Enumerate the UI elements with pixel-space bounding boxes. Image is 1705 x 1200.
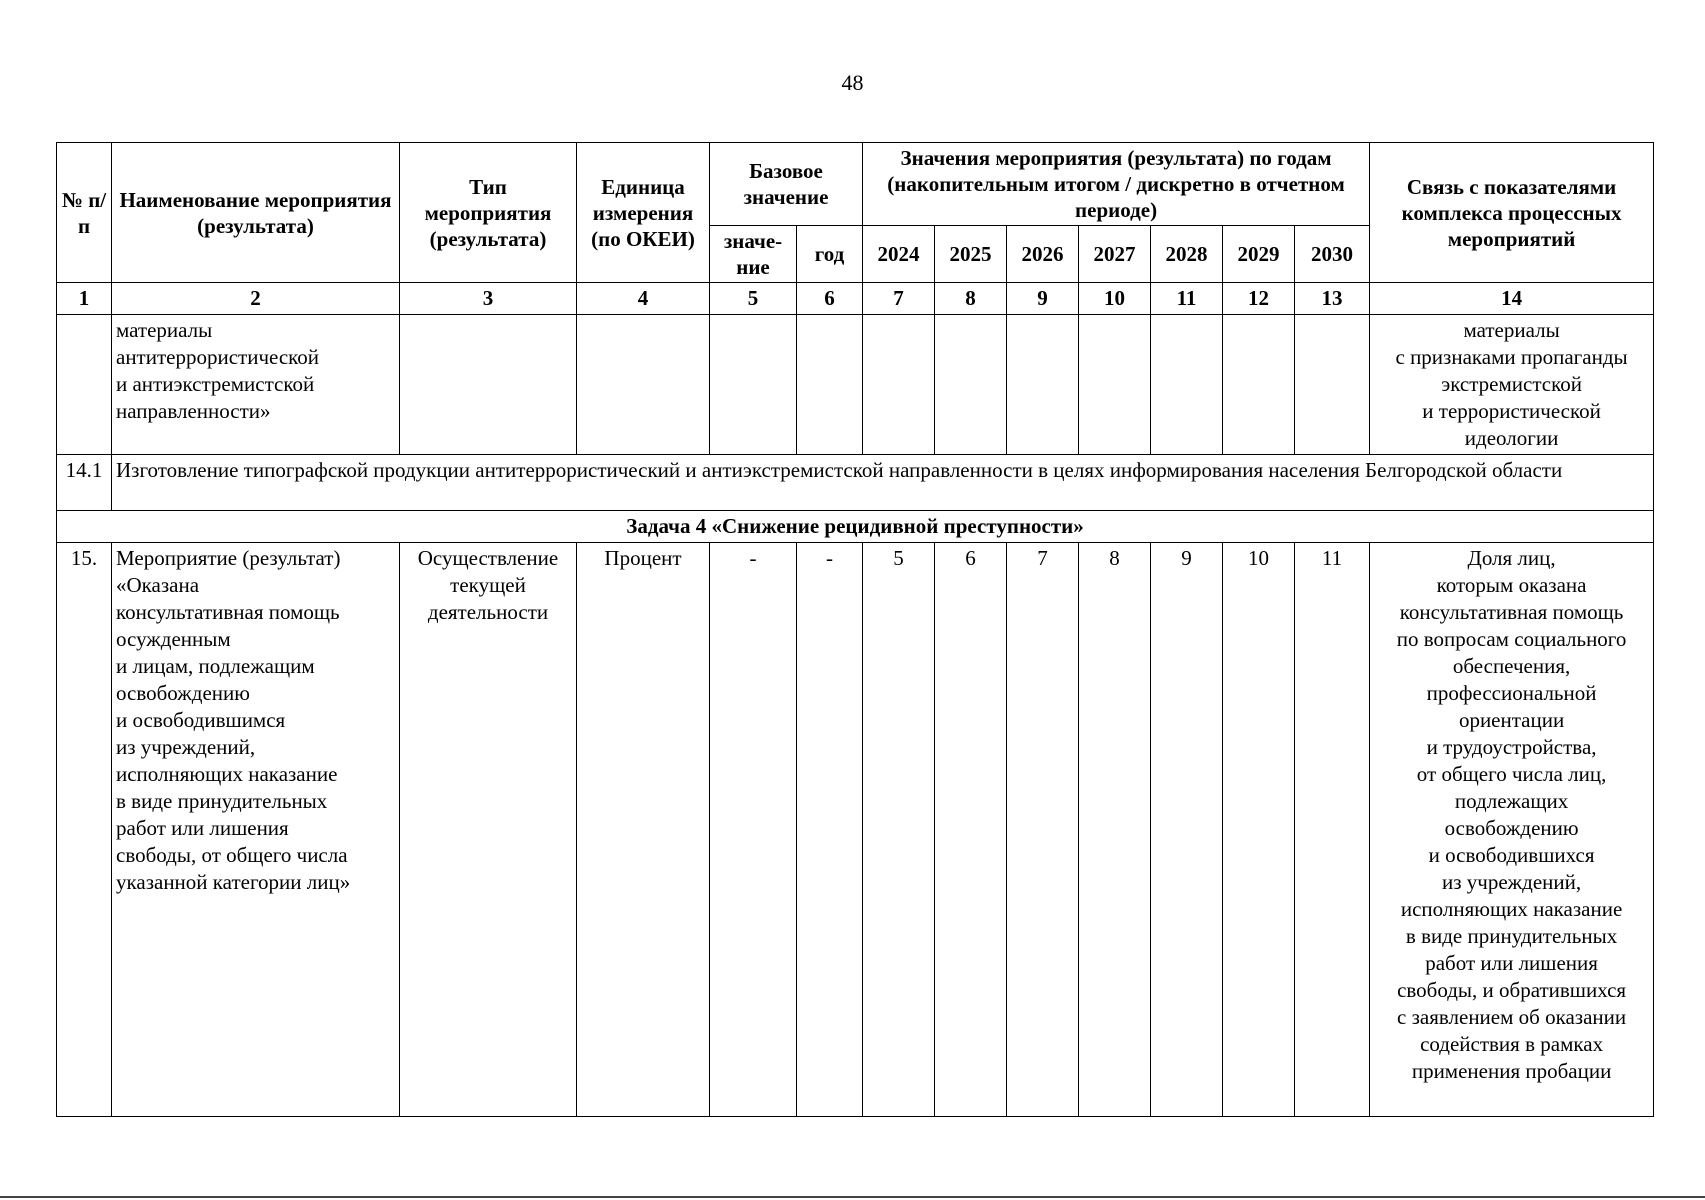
- row-15-type: Осуществление текущей деятельности: [400, 543, 577, 1117]
- page-number: 48: [841, 70, 864, 95]
- column-number-row: [57, 283, 1654, 315]
- empty-cell: [710, 315, 797, 455]
- header-base-value: значе-ние: [710, 226, 797, 283]
- row-15-value-2026: 7: [1007, 543, 1079, 1117]
- cont-link-cell: материалы с признаками пропаганды экстремистской и террористической идеологии: [1370, 315, 1654, 455]
- header-year: 2026: [1007, 226, 1079, 283]
- column-number: 4: [577, 283, 710, 315]
- cont-name-cell: материалы антитеррористической и антиэкстремистской направленности»: [112, 315, 400, 455]
- row-num: 14.1: [57, 455, 112, 511]
- measures-table: [56, 142, 1654, 1117]
- row-15-link: Доля лиц, которым оказана консультативная помощь по вопросам социального обеспечения, профессиональной ориентации и трудоустройства, от общего числа лиц, подлежащих освобождению и освободившихся из учреждений, исполняющих наказание в виде принудительных работ или лишения свободы, и обратившихся с заявлением об оказании содействия в рамках применения пробации: [1370, 543, 1654, 1117]
- column-number: 9: [1007, 283, 1079, 315]
- task-4-heading: Задача 4 «Снижение рецидивной преступности»: [57, 511, 1654, 543]
- row-15-unit: Процент: [577, 543, 710, 1117]
- column-number: 3: [400, 283, 577, 315]
- header-base: Базовое значение: [710, 143, 863, 226]
- row-15-value-2027: 8: [1079, 543, 1151, 1117]
- table-row-continuation: [57, 315, 1654, 455]
- table-row-14-1: [57, 455, 1654, 511]
- header-year: 2028: [1151, 226, 1223, 283]
- empty-cell: [400, 315, 577, 455]
- empty-cell: [577, 315, 710, 455]
- row-15-base-value: -: [710, 543, 797, 1117]
- column-number: 5: [710, 283, 797, 315]
- empty-cell: [797, 315, 863, 455]
- header-year: 2029: [1223, 226, 1295, 283]
- empty-cell: [1223, 315, 1295, 455]
- row-15-value-2025: 6: [935, 543, 1007, 1117]
- empty-cell: [1151, 315, 1223, 455]
- column-number: 7: [863, 283, 935, 315]
- header-year: 2027: [1079, 226, 1151, 283]
- header-link: Связь с показателями комплекса процессных мероприятий: [1370, 143, 1654, 283]
- header-years-group: Значения мероприятия (результата) по годам (накопительным итогом / дискретно в отчетном периоде): [863, 143, 1370, 226]
- row-15-base-year: -: [797, 543, 863, 1117]
- header-name: Наименование мероприятия (результата): [112, 143, 400, 283]
- table-row-15: [57, 543, 1654, 1117]
- cont-num-cell: [57, 315, 112, 455]
- header-num: № п/п: [57, 143, 112, 283]
- empty-cell: [863, 315, 935, 455]
- header-year: 2024: [863, 226, 935, 283]
- column-number: 1: [57, 283, 112, 315]
- header-unit: Единица измерения (по ОКЕИ): [577, 143, 710, 283]
- empty-cell: [1295, 315, 1370, 455]
- column-number: 14: [1370, 283, 1654, 315]
- task-4-row: [57, 511, 1654, 543]
- row-15-value-2030: 11: [1295, 543, 1370, 1117]
- column-number: 6: [797, 283, 863, 315]
- header-base-year: год: [797, 226, 863, 283]
- column-number: 10: [1079, 283, 1151, 315]
- empty-cell: [1007, 315, 1079, 455]
- row-14-1-text: Изготовление типографской продукции антитеррористический и антиэкстремистской направленности в целях информирования населения Белгородской области: [112, 455, 1654, 511]
- column-number: 12: [1223, 283, 1295, 315]
- column-number: 13: [1295, 283, 1370, 315]
- empty-cell: [1079, 315, 1151, 455]
- row-15-value-2024: 5: [863, 543, 935, 1117]
- row-num: 15.: [57, 543, 112, 1117]
- row-15-name: Мероприятие (результат) «Оказана консультативная помощь осужденным и лицам, подлежащим освобождению и освободившимся из учреждений, исполняющих наказание в виде принудительных работ или лишения свободы, от общего числа указанной категории лиц»: [112, 543, 400, 1117]
- header-year: 2025: [935, 226, 1007, 283]
- empty-cell: [935, 315, 1007, 455]
- row-15-value-2029: 10: [1223, 543, 1295, 1117]
- header-year: 2030: [1295, 226, 1370, 283]
- column-number: 11: [1151, 283, 1223, 315]
- row-15-value-2028: 9: [1151, 543, 1223, 1117]
- column-number: 2: [112, 283, 400, 315]
- header-type: Тип мероприятия (результата): [400, 143, 577, 283]
- page-edge-line: [0, 1196, 1705, 1198]
- column-number: 8: [935, 283, 1007, 315]
